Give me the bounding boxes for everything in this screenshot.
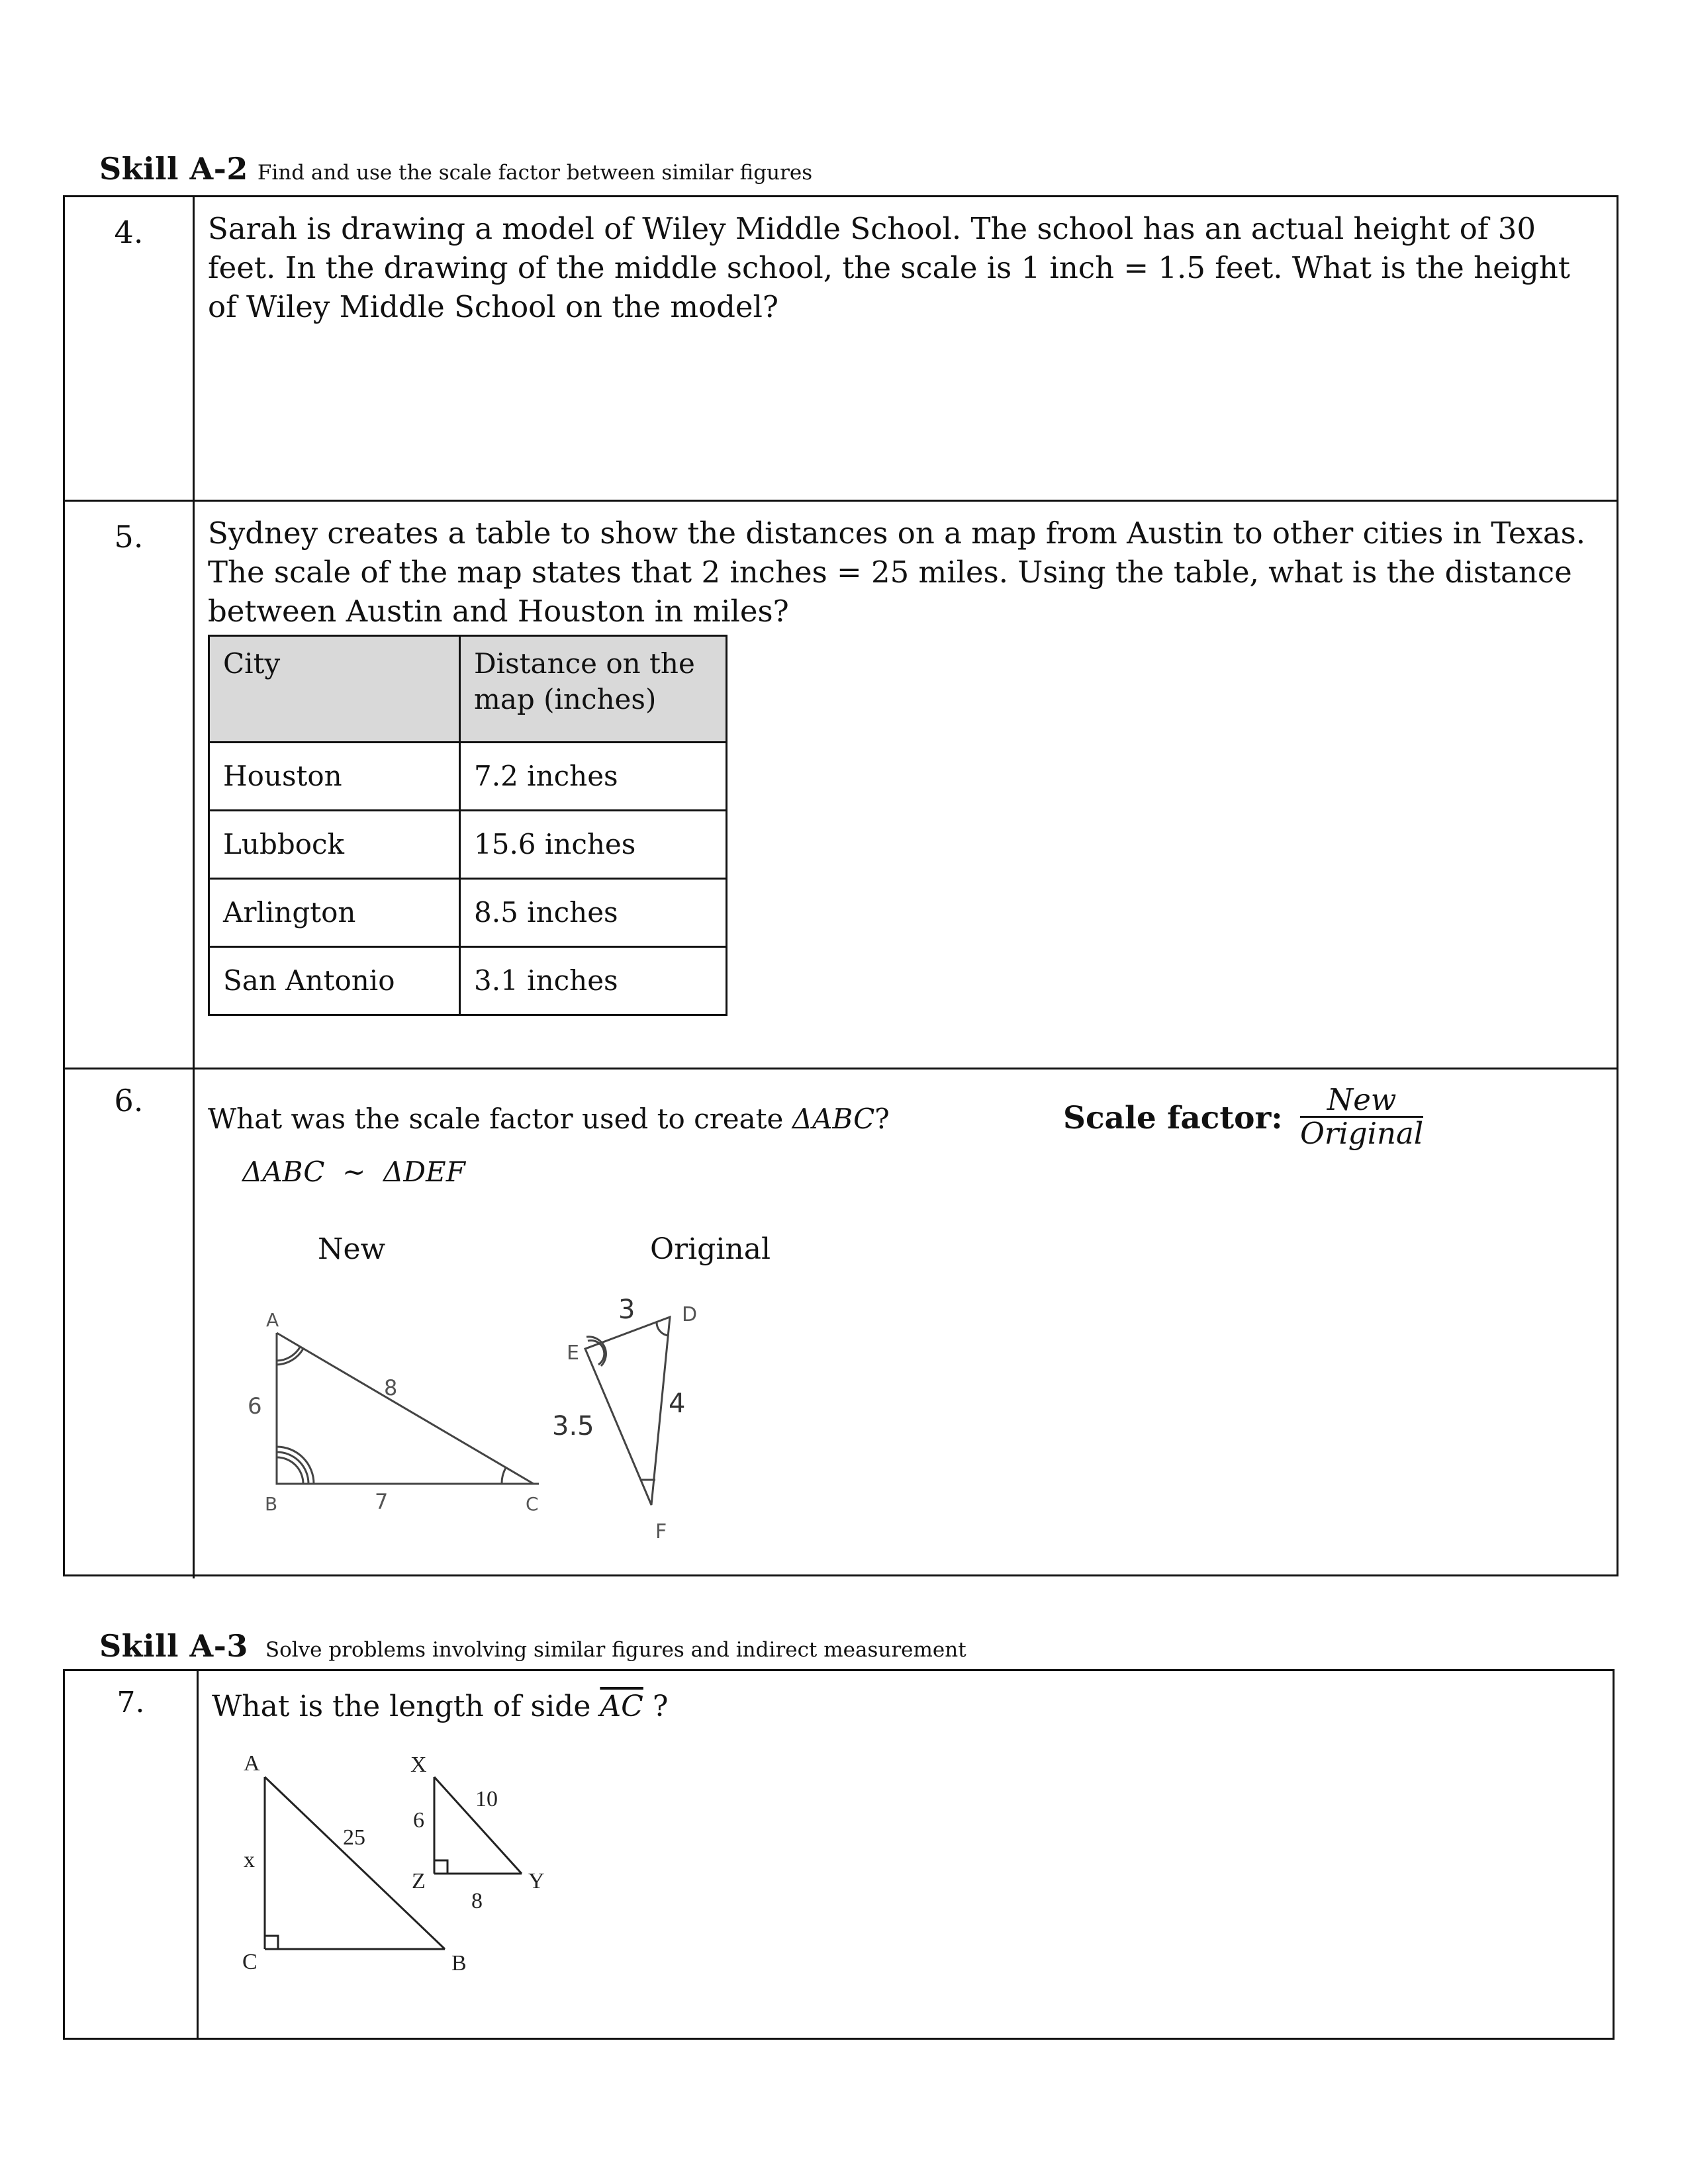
original-label: Original [650,1232,771,1266]
scale-factor-label: Scale factor: [1063,1100,1283,1136]
city-cell: Arlington [209,879,460,947]
skill-a2-problems-table [63,195,1618,1576]
problem-body [195,197,1617,500]
problem-7-question: What is the length of side $\overline{AC}$ ? [212,1690,669,1723]
vertex-a: A [266,1309,279,1331]
vertex-y: Y [528,1869,545,1893]
distance-cell: 15.6 inches [460,811,727,879]
vertex-c: C [242,1950,258,1974]
triangle-abc-figure [234,1295,539,1539]
header-distance: Distance on the map (inches) [460,636,727,743]
table-header-row [209,636,727,743]
problem-body [195,502,1617,1068]
fraction-numerator: New [1300,1084,1423,1118]
skill-a2-heading [99,151,812,187]
city-cell: Houston [209,743,460,811]
skill-a3-problems-table [63,1669,1615,2040]
triangle-abc-math: ΔABC [792,1103,875,1135]
vertex-c: C [526,1493,539,1515]
header-city: City [209,636,460,743]
side-zy-length: 8 [471,1889,483,1913]
problem-6-question: What was the scale factor used to create ΔABC? [208,1103,890,1135]
triangle-def-figure [552,1295,704,1546]
table-row [209,811,727,879]
problem-number: 7. [65,1671,199,2038]
side-ab-length: 25 [343,1825,365,1850]
triangle-acb-icon [265,1777,445,1949]
problem-5-text: Sydney creates a table to show the distances on a map from Austin to other cities in Texas. The scale of the map states that 2 inches = 25 miles. Using the table, what is the distance between Austin and Houston in miles? [208,516,1586,629]
problem-6-row [65,1068,1617,1578]
distance-cell: 3.1 inches [460,947,727,1015]
problem-number: 4. [65,197,195,500]
problem-7-row [65,1671,1613,2038]
vertex-b: B [451,1951,467,1976]
triangle-abc-icon [277,1333,539,1484]
city-cell: San Antonio [209,947,460,1015]
table-row [209,879,727,947]
skill-code: Skill A-2 [99,151,248,187]
vertex-e: E [567,1342,579,1365]
city-distance-table [208,635,727,1016]
vertex-x: X [410,1752,427,1777]
distance-cell: 7.2 inches [460,743,727,811]
side-ac-length: x [244,1848,255,1872]
side-ed-length: 3 [618,1295,635,1325]
vertex-b: B [265,1493,278,1515]
vertex-f: F [655,1520,667,1543]
triangle-def-icon [585,1317,670,1505]
city-cell: Lubbock [209,811,460,879]
skill-a3-heading [99,1628,966,1664]
problem-body [195,1069,1617,1578]
side-ac-length: 8 [384,1375,398,1400]
side-ab-length: 6 [248,1393,262,1420]
segment-ac: $\overline{AC}$ [600,1690,643,1723]
skill-description: Find and use the scale factor between similar figures [257,161,813,185]
scale-factor-fraction [1300,1084,1423,1150]
similarity-statement: ΔABC ~ ΔDEF [242,1156,465,1188]
new-label: New [318,1232,386,1266]
table-row [209,947,727,1015]
table-row [209,743,727,811]
side-xz-length: 6 [413,1808,424,1833]
problem-body [199,1671,1613,2038]
similar-right-triangles-figure [225,1737,794,2015]
fraction-denominator: Original [1300,1116,1424,1151]
distance-cell: 8.5 inches [460,879,727,947]
problem-5-row [65,500,1617,1068]
problem-number: 5. [65,502,195,1068]
skill-code: Skill A-3 [99,1628,248,1664]
vertex-d: D [682,1303,698,1326]
side-bc-length: 7 [375,1489,389,1514]
problem-4-text: Sarah is drawing a model of Wiley Middle School. The school has an actual height of 30 feet. In the drawing of the middle school, the scale is 1 inch = 1.5 feet. What is the height of Wiley Middle School on the model? [208,211,1570,324]
skill-description: Solve problems involving similar figures and indirect measurement [265,1638,966,1662]
vertex-a: A [244,1751,260,1776]
side-xy-length: 10 [475,1787,498,1811]
vertex-z: Z [412,1869,426,1893]
problem-number: 6. [65,1069,195,1578]
side-ef-length: 3.5 [552,1411,594,1441]
problem-4-row [65,197,1617,500]
side-df-length: 4 [669,1388,686,1419]
